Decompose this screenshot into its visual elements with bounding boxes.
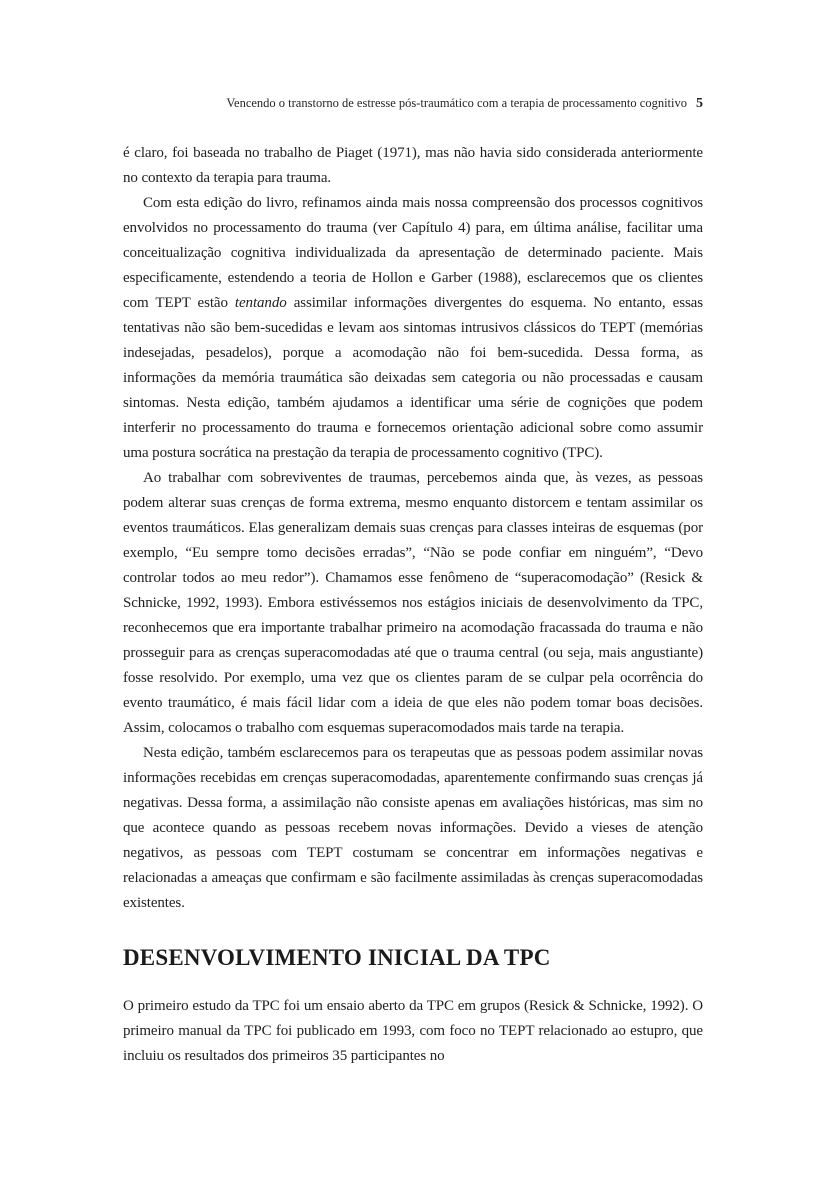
- running-header: [123, 95, 703, 112]
- paragraph-text: Com esta edição do livro, refinamos ainda mais nossa compreensão dos processos cognitivos envolvidos no processamento do trauma (ver Capítulo 4) para, em última análise, facilitar uma conceitualização cognitiva individualizada da apresentação de determinado paciente. Mais especificamente, estendendo a teoria de Hollon e Garber (1988), esclarecemos que os clientes com TEPT estão: [123, 195, 703, 311]
- paragraph-text: assimilar informações divergentes do esquema. No entanto, essas tentativas não são bem-sucedidas e levam aos sintomas intrusivos clássicos do TEPT (memórias indesejadas, pesadelos), porque a acomodação não foi bem-sucedida. Dessa forma, as informações da memória traumática são deixadas sem categoria ou não processadas e causam sintomas. Nesta edição, também ajudamos a identificar uma série de cognições que podem interferir no processamento do trauma e fornecemos orientação adicional sobre como assumir uma postura socrática na prestação da terapia de processamento cognitivo (TPC).: [123, 295, 703, 461]
- paragraph-continuation: é claro, foi baseada no trabalho de Piaget (1971), mas não havia sido considerada anteriormente no contexto da terapia para trauma.: [123, 145, 703, 186]
- page-body: [123, 141, 703, 1069]
- section-heading: DESENVOLVIMENTO INICIAL DA TPC: [123, 945, 551, 970]
- page-number: 5: [696, 96, 703, 111]
- paragraph: Ao trabalhar com sobreviventes de traumas, percebemos ainda que, às vezes, as pessoas podem alterar suas crenças de forma extrema, mesmo enquanto distorcem e tentam assimilar os eventos traumáticos. Elas generalizam demais suas crenças para classes inteiras de esquemas (por exemplo, “Eu sempre tomo decisões erradas”, “Não se pode confiar em ninguém”, “Devo controlar todos ao meu redor”). Chamamos esse fenômeno de “superacomodação” (Resick & Schnicke, 1992, 1993). Embora estivéssemos nos estágios iniciais de desenvolvimento da TPC, reconhecemos que era importante trabalhar primeiro na acomodação fracassada do trauma e não prosseguir para as crenças superacomodadas até que o trauma central (ou seja, mais angustiante) fosse resolvido. Por exemplo, uma vez que os clientes param de se culpar pela ocorrência do evento traumático, é mais fácil lidar com a ideia de que eles não podem tomar boas decisões. Assim, colocamos o trabalho com esquemas superacomodados mais tarde na terapia.: [123, 470, 703, 736]
- emphasized-word: tentando: [234, 295, 287, 311]
- paragraph: [123, 191, 703, 466]
- paragraph: O primeiro estudo da TPC foi um ensaio aberto da TPC em grupos (Resick & Schnicke, 1992). O primeiro manual da TPC foi publicado em 1993, com foco no TEPT relacionado ao estupro, que incluiu os resultados dos primeiros 35 participantes no: [123, 998, 703, 1064]
- paragraph: Nesta edição, também esclarecemos para os terapeutas que as pessoas podem assimilar novas informações recebidas em crenças superacomodadas, aparentemente confirmando suas crenças já negativas. Dessa forma, a assimilação não consiste apenas em avaliações históricas, mas sim no que acontece quando as pessoas recebem novas informações. Devido a vieses de atenção negativos, as pessoas com TEPT costumam se concentrar em informações negativas e relacionadas a ameaças que confirmam e são facilmente assimiladas às crenças superacomodadas existentes.: [123, 745, 703, 911]
- running-title: Vencendo o transtorno de estresse pós-traumático com a terapia de processamento cognitivo: [226, 96, 687, 110]
